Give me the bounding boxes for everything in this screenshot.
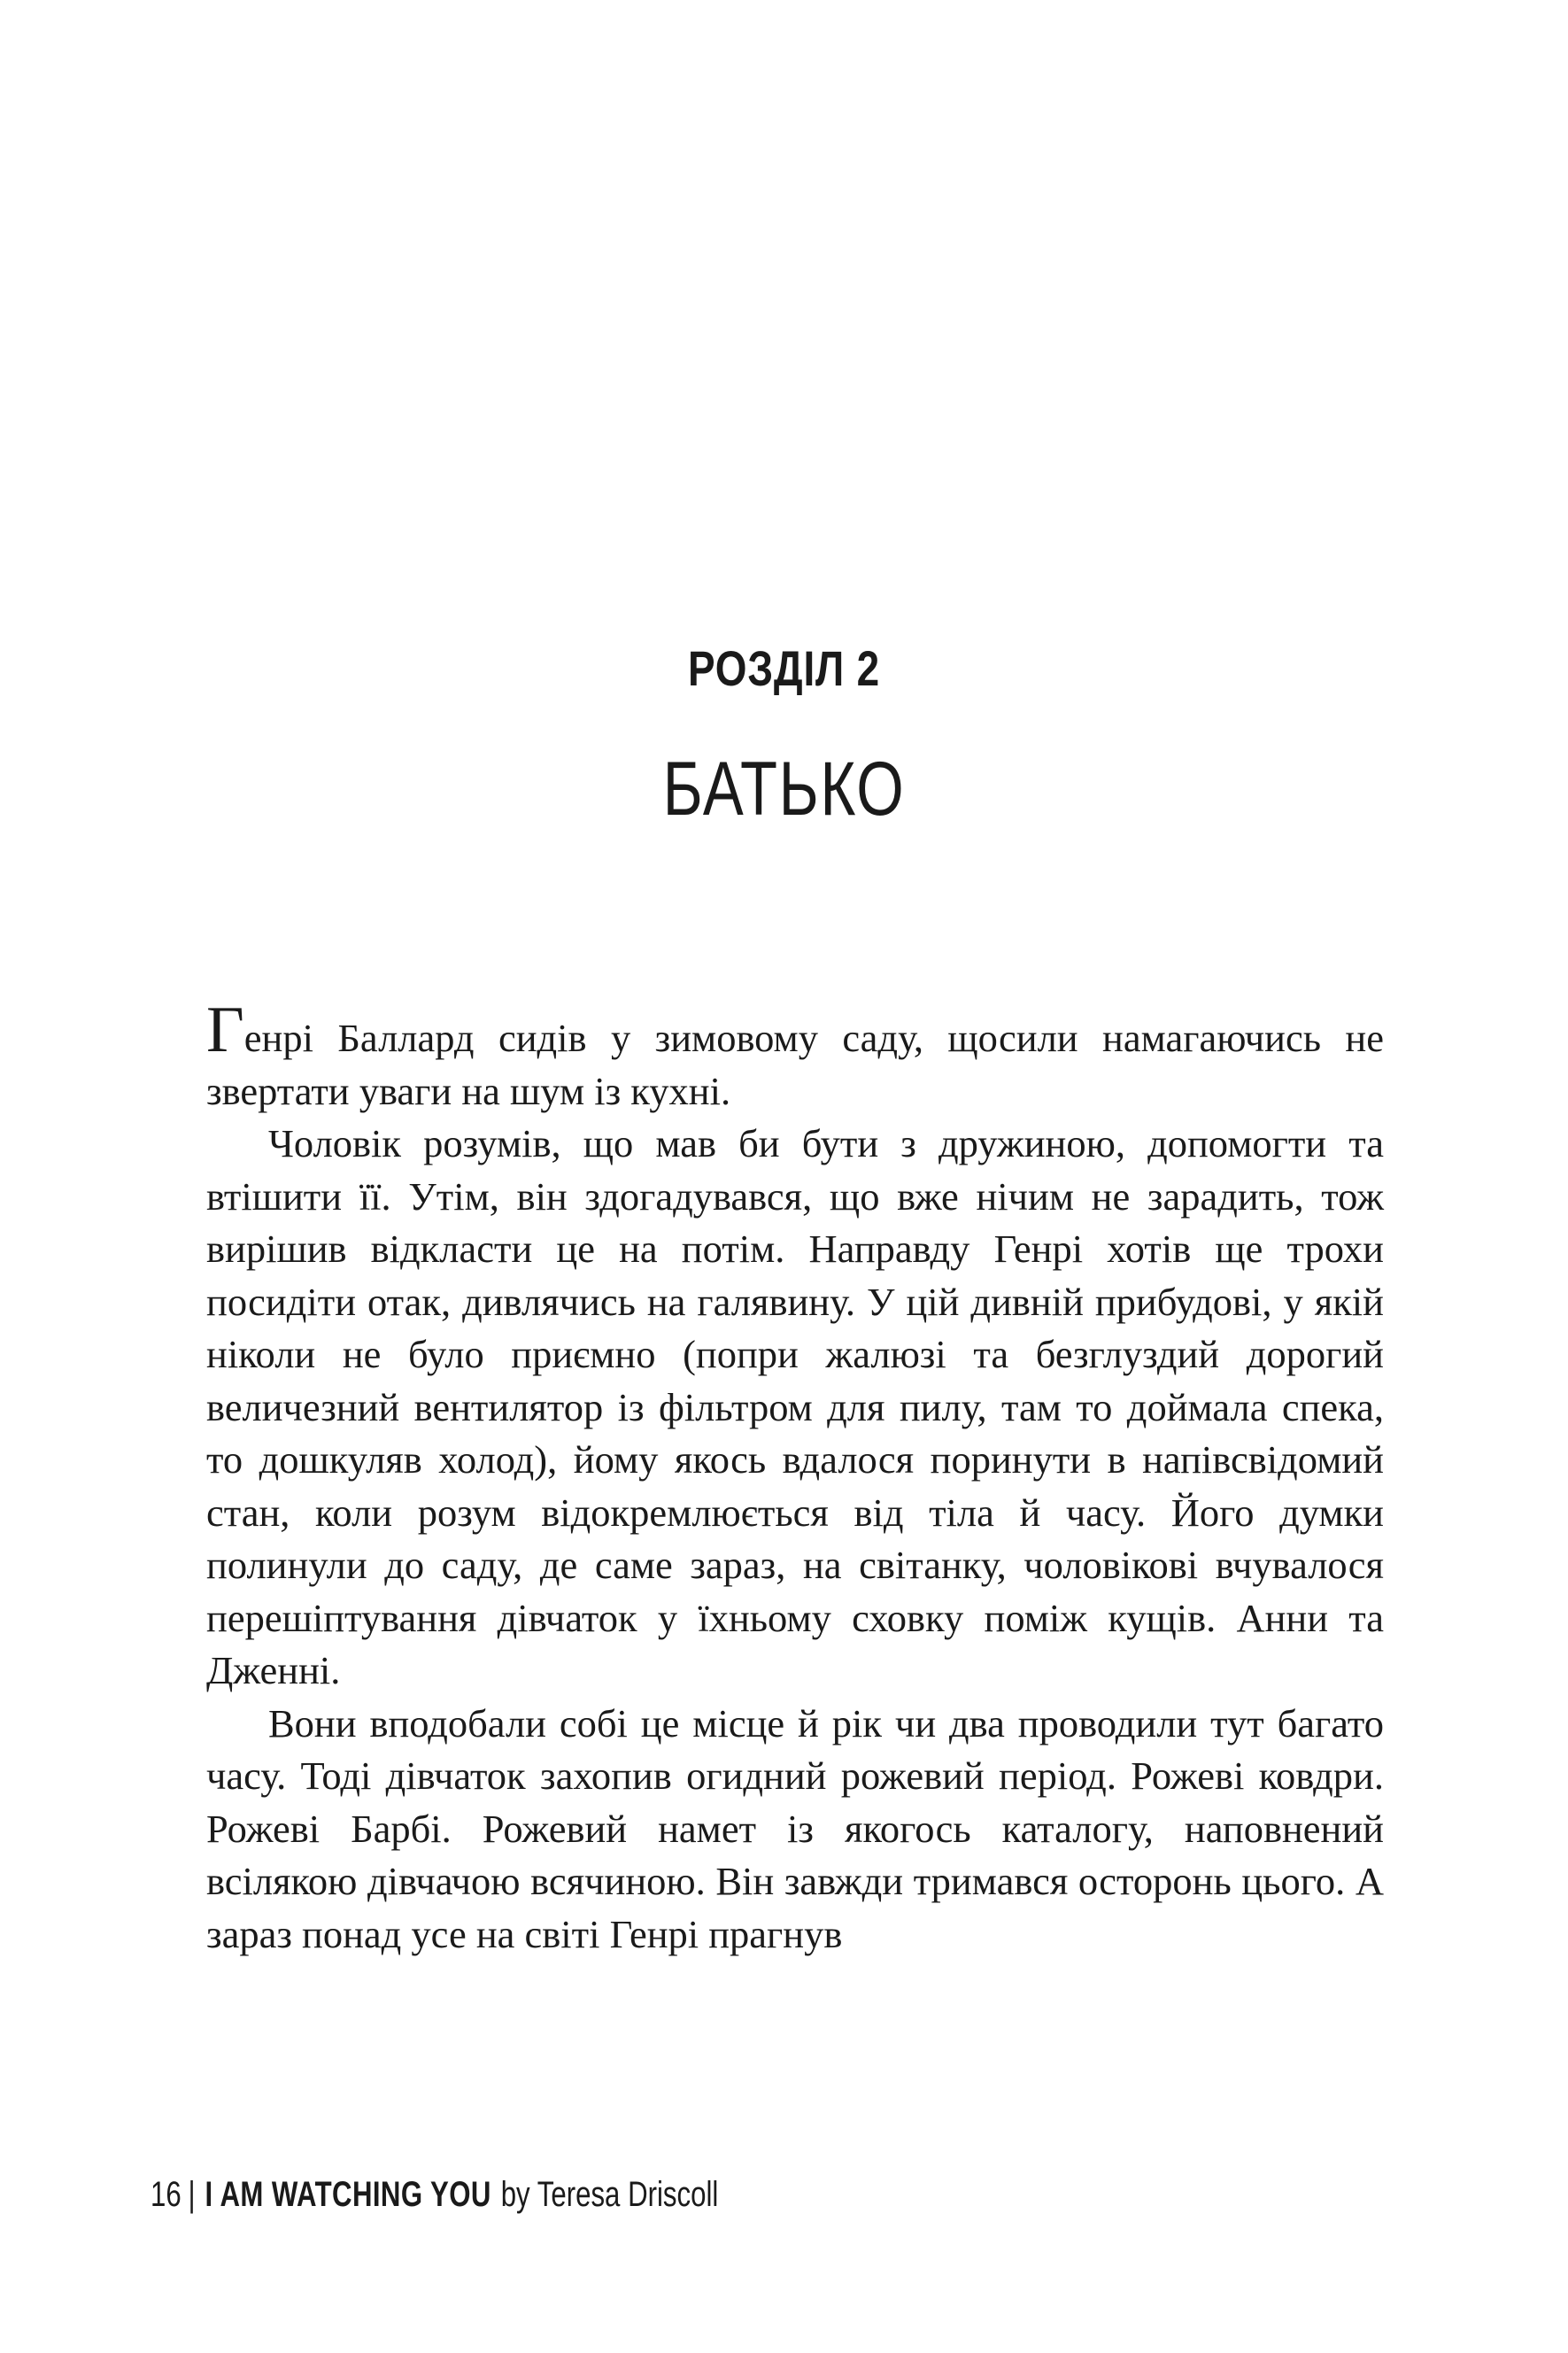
page-number: 16 (151, 2175, 182, 2214)
book-title: I AM WATCHING YOU (205, 2175, 491, 2214)
chapter-label: РОЗДІЛ 2 (687, 640, 881, 696)
drop-cap: Г (206, 994, 244, 1066)
book-author: by Teresa Driscoll (500, 2175, 719, 2214)
running-footer (151, 2175, 718, 2215)
paragraph-1-text: енрі Баллард сидів у зимовому саду, щосили намагаючись не звертати уваги на шум із кухні. (206, 1016, 1384, 1113)
chapter-body (206, 994, 1384, 1961)
footer-separator: | (188, 2175, 196, 2214)
paragraph-2: Чоловік розумів, що мав би бути з дружиною, допомогти та втішити її. Утім, він здогадувався, що вже нічим не зарадить, тож вирішив відкласти це на потім. Направду Генрі хотів ще трохи посидіти отак, дивлячись на галявину. У цій дивній прибудові, у якій ніколи не було приємно (попри жалюзі та безглуздий дорогий величезний вентилятор із фільтром для пилу, там то доймала спека, то дошкуляв холод), йому якось вдалося поринути в напівсвідомий стан, коли розум відокремлюється від тіла й часу. Його думки полинули до саду, де саме зараз, на світанку, чоловікові вчувалося перешіптування дівчаток у їхньому сховку поміж кущів. Анни та Дженні. (206, 1121, 1384, 1692)
paragraph-1 (206, 994, 1384, 1118)
chapter-title: БАТЬКО (662, 747, 906, 832)
paragraph-3: Вони вподобали собі це місце й рік чи два проводили тут багато часу. Тоді дівчаток захопив огидний рожевий період. Рожеві ковдри. Рожеві Барбі. Рожевий намет із якогось каталогу, наповнений всілякою дівчачою всячиною. Він завжди тримався осторонь цього. А зараз понад усе на світі Генрі прагнув (206, 1700, 1384, 1956)
